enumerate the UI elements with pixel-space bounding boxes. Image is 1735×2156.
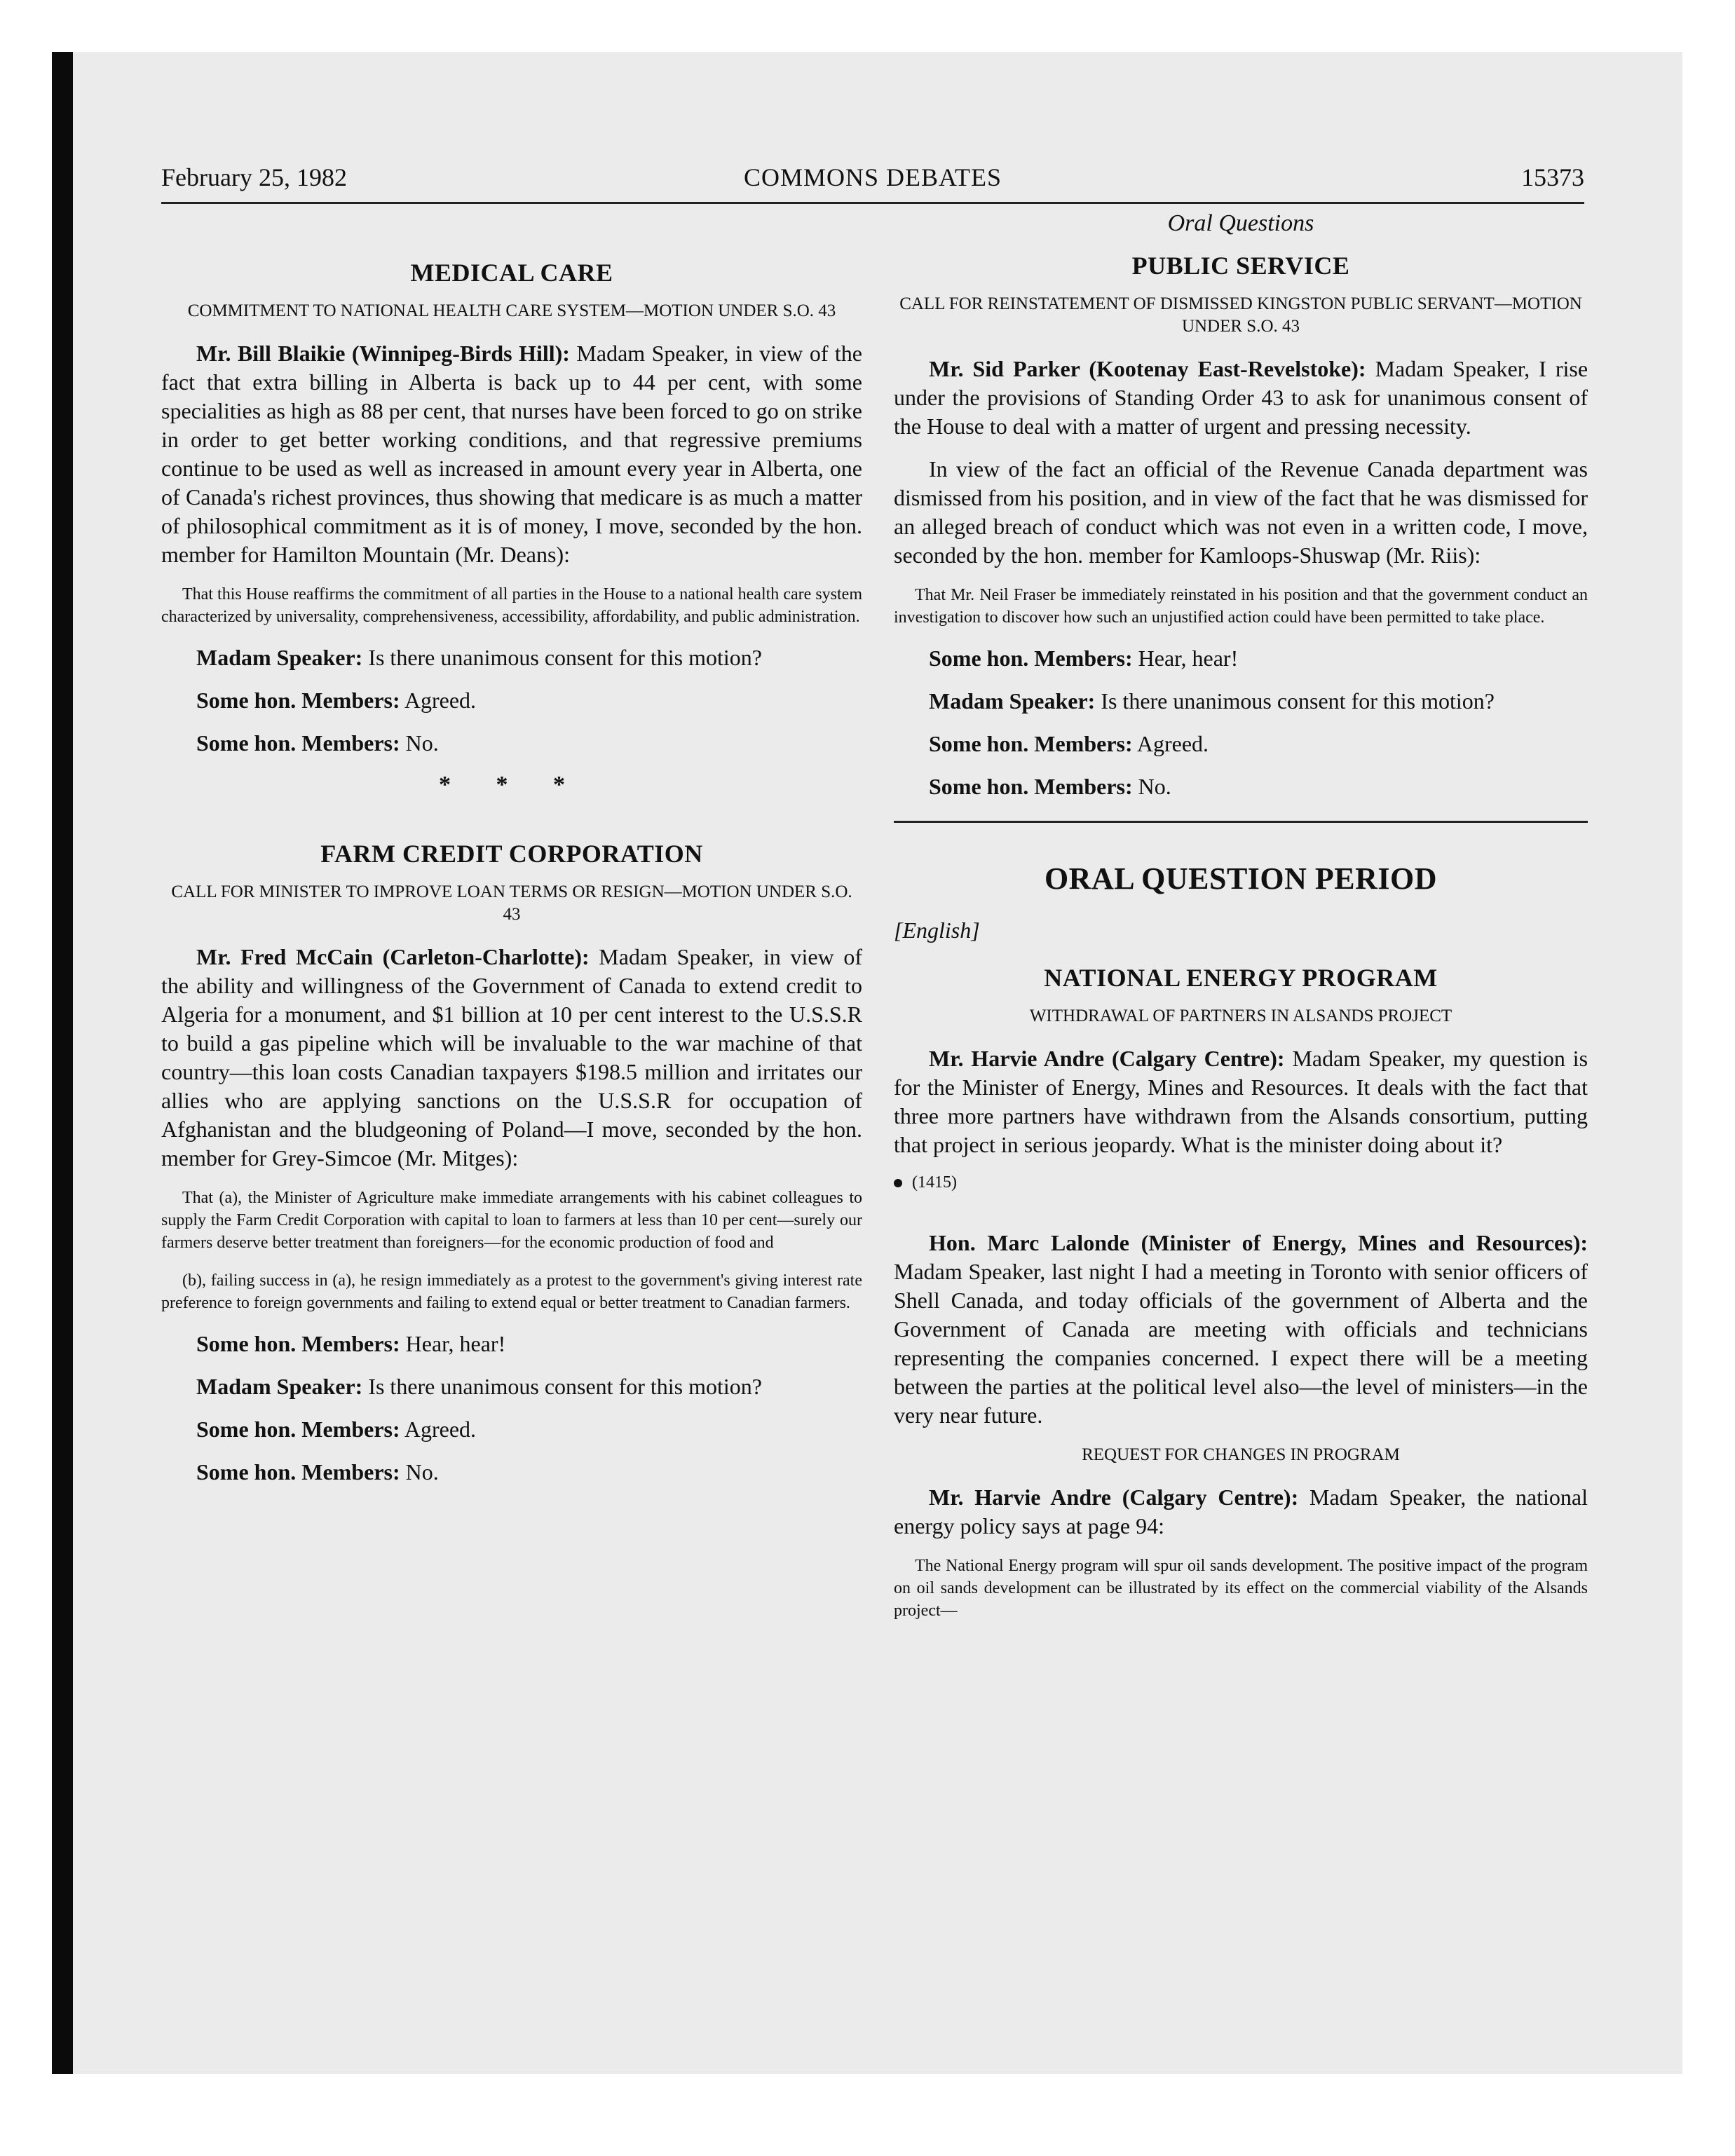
speaker-name: Some hon. Members: bbox=[929, 731, 1133, 756]
section-subtitle: CALL FOR MINISTER TO IMPROVE LOAN TERMS OR RESIGN—MOTION UNDER S.O. 43 bbox=[171, 882, 852, 924]
speech-paragraph bbox=[161, 729, 862, 758]
page-header bbox=[161, 163, 1584, 204]
section-subtitle: CALL FOR REINSTATEMENT OF DISMISSED KINGSTON PUBLIC SERVANT—MOTION UNDER S.O. 43 bbox=[899, 294, 1582, 336]
speaker-name: Some hon. Members: bbox=[196, 1459, 400, 1485]
speech-text: Is there unanimous consent for this motion? bbox=[368, 645, 762, 670]
oral-question-period-title: ORAL QUESTION PERIOD bbox=[1044, 861, 1438, 896]
speech-paragraph bbox=[161, 1415, 862, 1444]
speech-text: Madam Speaker, I rise under the provisions of Standing Order 43 to ask for unanimous consent of the House to deal with a matter of urgent and pressing necessity. bbox=[894, 356, 1588, 439]
language-marker: [English] bbox=[894, 917, 980, 943]
header-title: COMMONS DEBATES bbox=[743, 163, 1002, 191]
header-page-number: 15373 bbox=[1521, 163, 1584, 191]
section-subtitle: COMMITMENT TO NATIONAL HEALTH CARE SYSTEM—MOTION UNDER S.O. 43 bbox=[187, 301, 836, 320]
speech-paragraph bbox=[894, 355, 1588, 441]
speaker-name: Some hon. Members: bbox=[196, 1331, 400, 1356]
speaker-name: Mr. Fred McCain (Carleton-Charlotte): bbox=[196, 944, 590, 969]
motion-quote: That Mr. Neil Fraser be immediately reinstated in his position and that the government conduct an investigation to discover how such an unjustified action could have been permitted to take place. bbox=[894, 586, 1588, 627]
speech-text: Is there unanimous consent for this motion? bbox=[1101, 688, 1495, 714]
speech-text: Hear, hear! bbox=[1138, 646, 1239, 671]
speech-paragraph bbox=[894, 772, 1588, 801]
speech-paragraph bbox=[894, 687, 1588, 716]
speech-paragraph bbox=[161, 686, 862, 715]
speaker-name: Some hon. Members: bbox=[196, 1417, 400, 1442]
speech-text: No. bbox=[405, 1459, 439, 1485]
speech-text: No. bbox=[1138, 774, 1171, 799]
speaker-name: Some hon. Members: bbox=[196, 730, 400, 756]
left-column bbox=[161, 210, 862, 1501]
speech-text: Agreed. bbox=[1136, 731, 1209, 756]
speech-paragraph bbox=[161, 339, 862, 569]
speech-paragraph bbox=[161, 943, 862, 1173]
speech-paragraph bbox=[161, 1330, 862, 1358]
speech-text: Madam Speaker, in view of the ability and willingness of the Government of Canada to extend credit to Algeria for a monument, and $1 billion at 10 per cent interest to the U.S.S.R to build a gas pipeline which will be invaluable to the war machine of that country—this loan costs Canadian taxpayers $198.5 million and irritates our allies who are applying sanctions on the U.S.S.R for occupation of Afghanistan and the bludgeoning of Poland—I move, seconded by the hon. member for Grey-Simcoe (Mr. Mitges): bbox=[161, 944, 862, 1171]
section-title-farm-credit: FARM CREDIT CORPORATION bbox=[320, 840, 703, 868]
speaker-name: Mr. Harvie Andre (Calgary Centre): bbox=[929, 1485, 1299, 1510]
speech-text: Agreed. bbox=[404, 688, 477, 713]
time-marker bbox=[894, 1173, 1588, 1192]
section-subtitle: REQUEST FOR CHANGES IN PROGRAM bbox=[1082, 1445, 1400, 1464]
speaker-name: Mr. Sid Parker (Kootenay East-Revelstoke): bbox=[929, 356, 1366, 381]
section-title-public-service: PUBLIC SERVICE bbox=[1131, 252, 1350, 280]
speech-paragraph bbox=[894, 1229, 1588, 1430]
speaker-name: Madam Speaker: bbox=[929, 688, 1096, 714]
speech-paragraph bbox=[894, 644, 1588, 673]
speech-paragraph: In view of the fact an official of the Revenue Canada department was dismissed from his position, and in view of the fact that he was dismissed for an alleged breach of conduct which was not even in a written code, I move, seconded by the hon. member for Kamloops-Shuswap (Mr. Riis): bbox=[894, 456, 1588, 568]
right-column bbox=[894, 210, 1588, 1637]
section-separator-stars: * * * bbox=[439, 772, 585, 798]
speech-paragraph bbox=[161, 1372, 862, 1401]
scan-edge-bar bbox=[52, 52, 73, 2074]
scan-margin bbox=[0, 0, 52, 2156]
bullet-dot-icon bbox=[894, 1179, 902, 1187]
speaker-name: Some hon. Members: bbox=[929, 774, 1133, 799]
speech-text: Is there unanimous consent for this motion? bbox=[368, 1374, 762, 1399]
section-divider-rule bbox=[894, 821, 1588, 823]
header-date: February 25, 1982 bbox=[161, 163, 347, 191]
speech-paragraph bbox=[894, 1483, 1588, 1541]
speaker-name: Some hon. Members: bbox=[929, 646, 1133, 671]
speech-paragraph bbox=[894, 730, 1588, 758]
policy-quote: The National Energy program will spur oil sands development. The positive impact of the program on oil sands development can be illustrated by its effect on the commercial viability of the Alsands project— bbox=[894, 1557, 1588, 1620]
speech-text: Madam Speaker, the national energy policy says at page 94: bbox=[894, 1485, 1588, 1538]
speech-text: Madam Speaker, my question is for the Minister of Energy, Mines and Resources. It deals with the fact that three more partners have withdrawn from the Alsands consortium, putting that project in serious jeopardy. What is the minister doing about it? bbox=[894, 1046, 1588, 1157]
motion-quote: (b), failing success in (a), he resign immediately as a protest to the government's giving interest rate preference to foreign governments and failing to extend equal or better treatment to Canadian farmers. bbox=[161, 1271, 862, 1312]
motion-quote: That (a), the Minister of Agriculture make immediate arrangements with his cabinet colleagues to supply the Farm Credit Corporation with capital to loan to farmers at less than 10 per cent—surely our farmers deserve better treatment than foreigners—for the economic production of food and bbox=[161, 1189, 862, 1252]
speech-paragraph bbox=[161, 643, 862, 672]
speaker-name: Some hon. Members: bbox=[196, 688, 400, 713]
speech-text: Agreed. bbox=[404, 1417, 477, 1442]
section-title-energy-program: NATIONAL ENERGY PROGRAM bbox=[1044, 964, 1438, 992]
speech-text: Madam Speaker, last night I had a meeting in Toronto with senior officers of Shell Canada, and today officials of the government of Alberta and the Government of Canada are meeting with officials and technicians representing the companies concerned. I expect there will be a meeting between the parties at the political level also—the level of ministers—in the very near future. bbox=[894, 1259, 1588, 1428]
speech-paragraph bbox=[894, 1044, 1588, 1159]
speech-text: No. bbox=[405, 730, 439, 756]
speaker-name: Mr. Harvie Andre (Calgary Centre): bbox=[929, 1046, 1285, 1071]
speech-text: Madam Speaker, in view of the fact that extra billing in Alberta is back up to 44 per cent, with some specialities as high as 88 per cent, that nurses have been forced to go on strike in order to get better working conditions, and that regressive premiums continue to be used as well as increased in amount every year in Alberta, one of Canada's richest provinces, thus showing that medicare is as much a matter of philosophical commitment as it is of money, I move, seconded by the hon. member for Hamilton Mountain (Mr. Deans): bbox=[161, 341, 863, 567]
speaker-name: Madam Speaker: bbox=[196, 645, 363, 670]
speaker-name: Madam Speaker: bbox=[196, 1374, 363, 1399]
speech-paragraph bbox=[161, 1458, 862, 1487]
running-section-label: Oral Questions bbox=[1167, 210, 1314, 236]
section-title-medical-care: MEDICAL CARE bbox=[410, 259, 613, 287]
motion-quote: That this House reaffirms the commitment of all parties in the House to a national health care system characterized by universality, comprehensiveness, accessibility, affordability, and public administration. bbox=[161, 585, 862, 626]
speaker-name: Mr. Bill Blaikie (Winnipeg-Birds Hill): bbox=[196, 341, 570, 366]
time-stamp: (1415) bbox=[912, 1173, 957, 1192]
speaker-name: Hon. Marc Lalonde (Minister of Energy, Mines and Resources): bbox=[929, 1230, 1588, 1255]
speech-text: Hear, hear! bbox=[405, 1331, 506, 1356]
section-subtitle: WITHDRAWAL OF PARTNERS IN ALSANDS PROJECT bbox=[1029, 1007, 1452, 1025]
